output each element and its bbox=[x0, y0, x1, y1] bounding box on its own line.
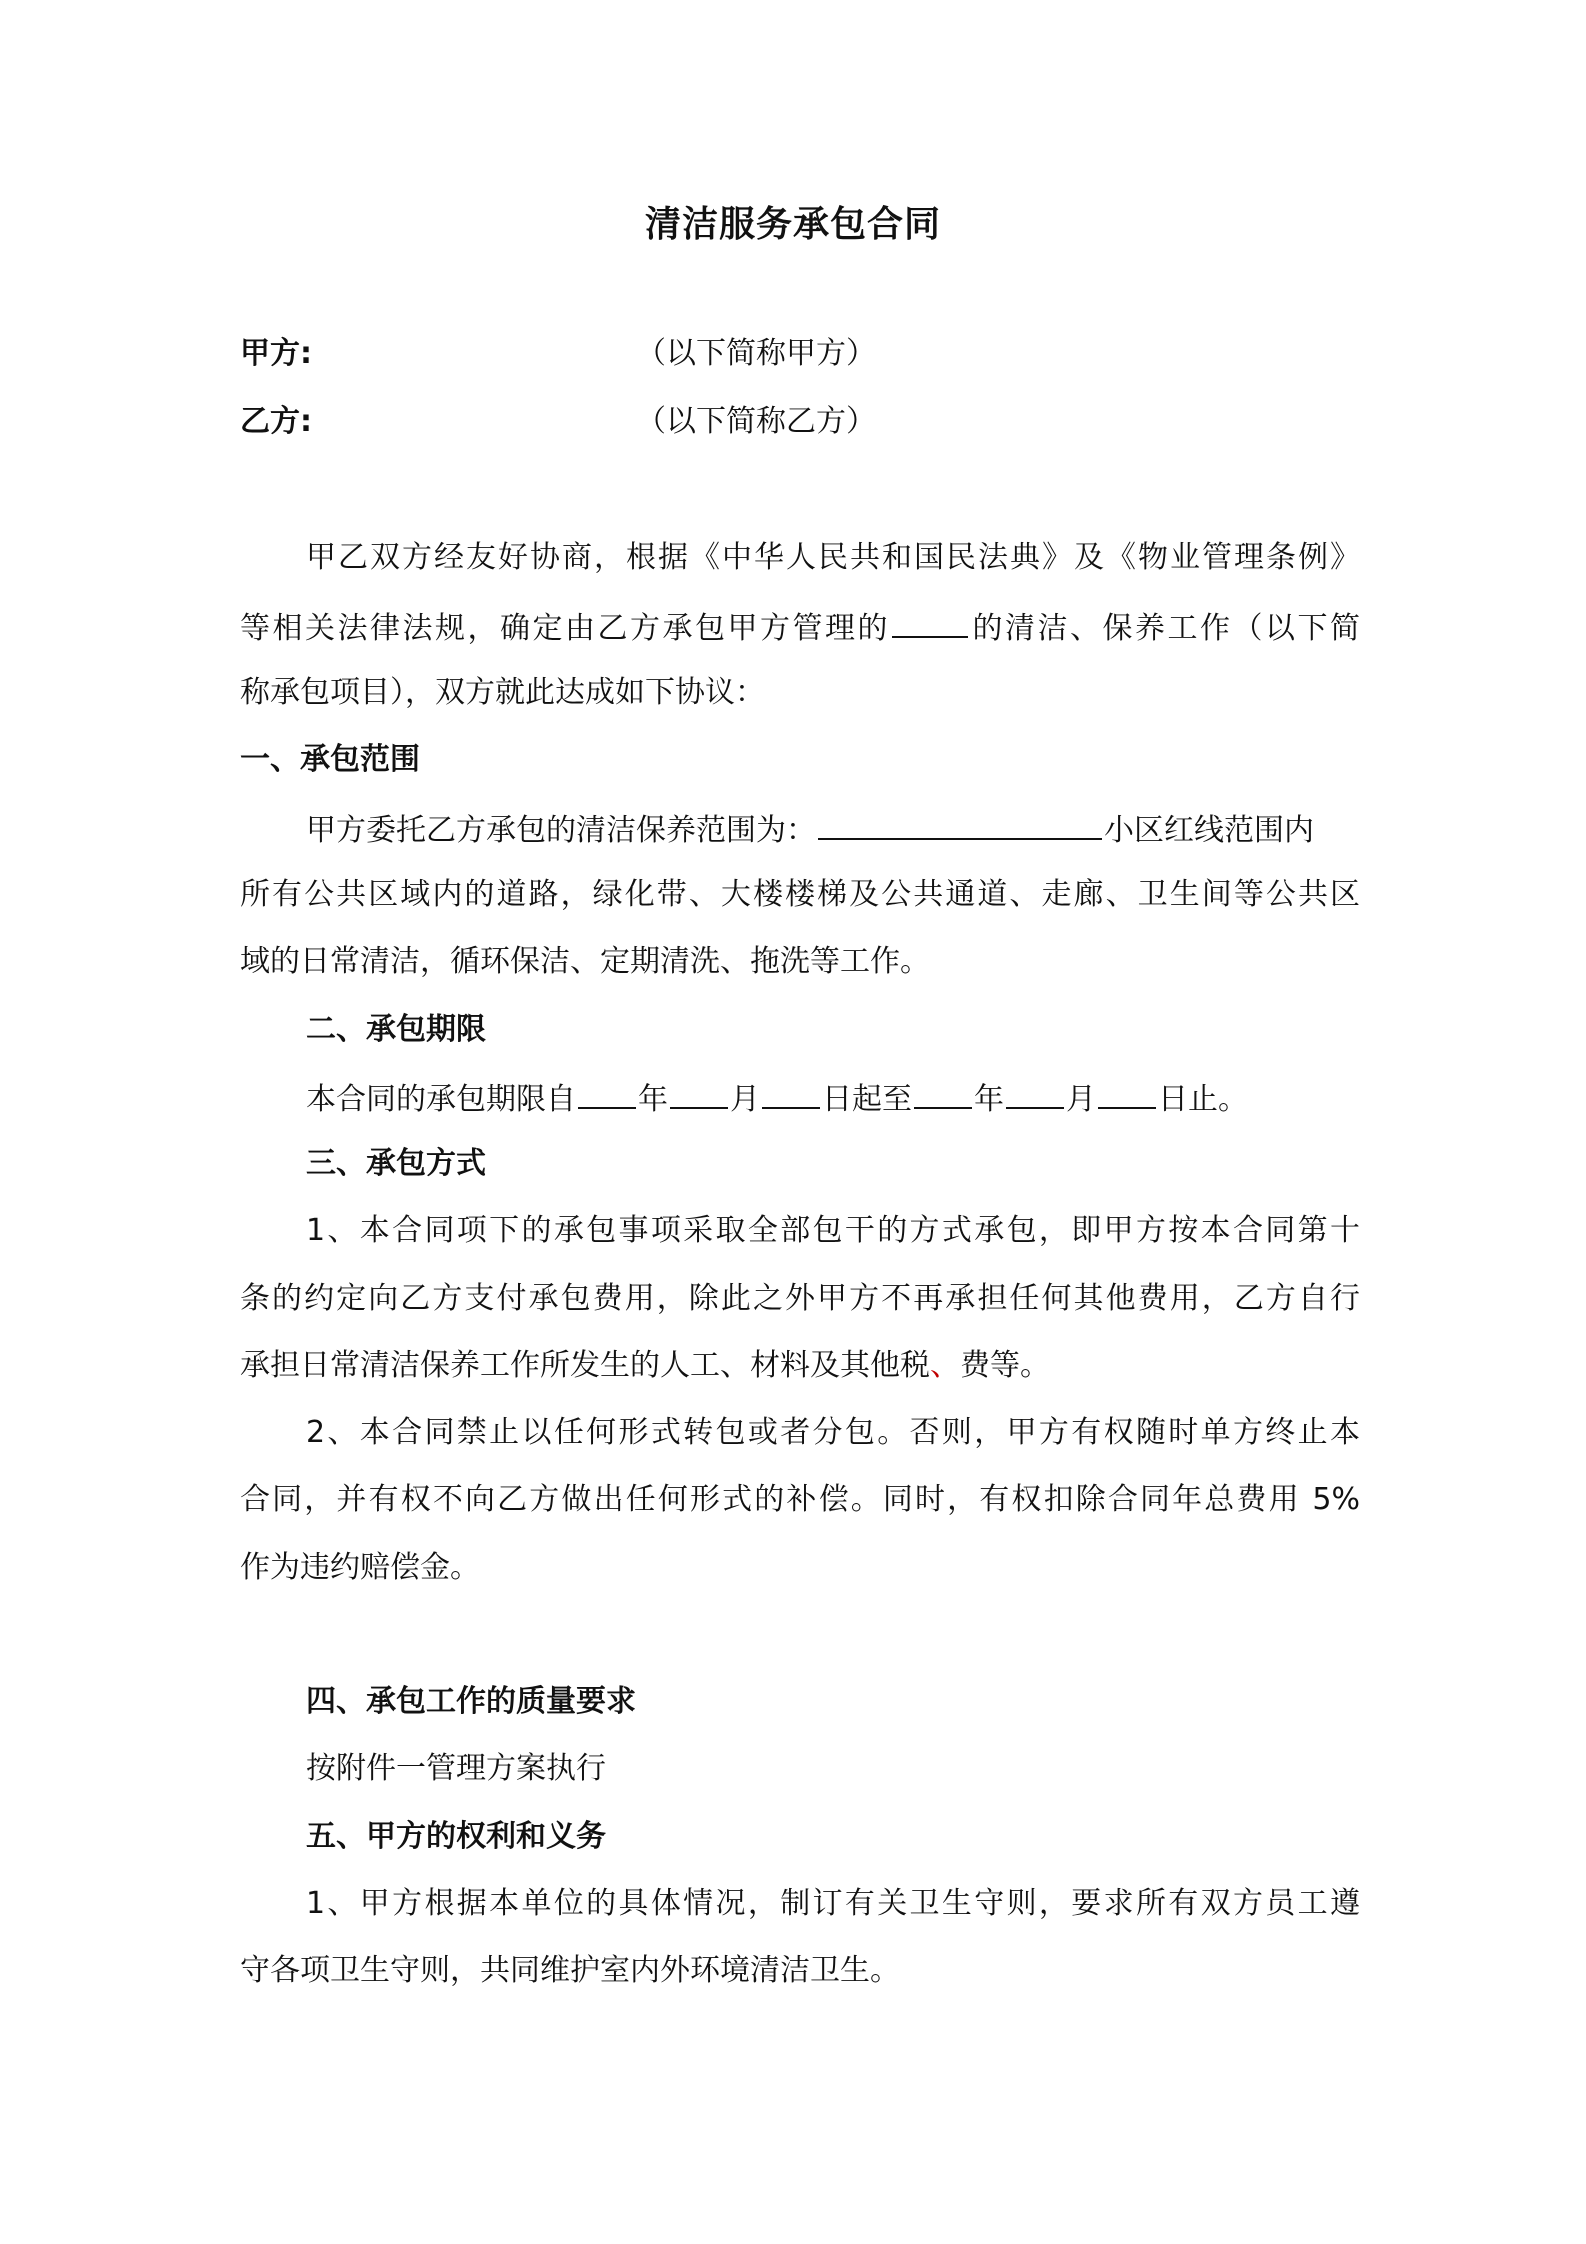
red-punctuation-mark: 、 bbox=[930, 1348, 960, 1383]
section-3-heading: 三、承包方式 bbox=[306, 1146, 486, 1181]
section-3-item-1-line-3-text-b: 费等。 bbox=[960, 1348, 1050, 1383]
term-year-label: 年 bbox=[638, 1082, 668, 1117]
end-day-blank bbox=[1098, 1077, 1156, 1109]
section-3-item-1-line-3 bbox=[240, 1346, 1360, 1386]
scope-blank bbox=[818, 808, 1102, 840]
term-year2-label: 年 bbox=[974, 1082, 1004, 1117]
document-title: 清洁服务承包合同 bbox=[644, 204, 941, 245]
party-a-label: 甲方: bbox=[240, 336, 312, 371]
section-3-item-2-line-2: 合同，并有权不向乙方做出任何形式的补偿。同时，有权扣除合同年总费用 5% bbox=[240, 1482, 1360, 1517]
intro-line-3: 称承包项目），双方就此达成如下协议： bbox=[240, 675, 765, 710]
start-month-blank bbox=[670, 1077, 728, 1109]
section-1-line-1-text-a: 甲方委托乙方承包的清洁保养范围为： bbox=[306, 813, 816, 848]
section-1-heading: 一、承包范围 bbox=[240, 742, 420, 777]
section-3-item-2-line-3: 作为违约赔偿金。 bbox=[240, 1550, 480, 1585]
term-month2-label: 月 bbox=[1066, 1082, 1096, 1117]
section-4-body: 按附件一管理方案执行 bbox=[306, 1751, 606, 1786]
end-month-blank bbox=[1006, 1077, 1064, 1109]
section-1-line-1 bbox=[306, 808, 1360, 851]
term-prefix: 本合同的承包期限自 bbox=[306, 1082, 576, 1117]
section-5-item-1-line-1: 1、甲方根据本单位的具体情况，制订有关卫生守则，要求所有双方员工遵 bbox=[306, 1886, 1360, 1921]
term-month-label: 月 bbox=[730, 1082, 760, 1117]
intro-line-2-text-a: 等相关法律法规，确定由乙方承包甲方管理的 bbox=[240, 611, 890, 646]
section-5-heading: 五、甲方的权利和义务 bbox=[306, 1819, 606, 1854]
project-name-blank bbox=[892, 606, 968, 638]
term-from-label: 日起至 bbox=[822, 1082, 912, 1117]
section-2-term-line bbox=[306, 1077, 1360, 1120]
term-to-label: 日止。 bbox=[1158, 1082, 1248, 1117]
end-year-blank bbox=[914, 1077, 972, 1109]
section-3-item-1-line-1: 1、本合同项下的承包事项采取全部包干的方式承包，即甲方按本合同第十 bbox=[306, 1213, 1360, 1248]
intro-line-2 bbox=[240, 606, 1360, 649]
start-year-blank bbox=[578, 1077, 636, 1109]
section-4-heading: 四、承包工作的质量要求 bbox=[306, 1684, 636, 1719]
party-b-label: 乙方: bbox=[240, 404, 312, 439]
intro-line-1: 甲乙双方经友好协商，根据《中华人民共和国民法典》及《物业管理条例》 bbox=[306, 540, 1360, 575]
section-2-heading: 二、承包期限 bbox=[306, 1012, 486, 1047]
section-3-item-1-line-3-text-a: 承担日常清洁保养工作所发生的人工、材料及其他税 bbox=[240, 1348, 930, 1383]
section-1-line-1-text-b: 小区红线范围内 bbox=[1104, 813, 1314, 848]
section-3-item-2-line-1: 2、本合同禁止以任何形式转包或者分包。否则，甲方有权随时单方终止本 bbox=[306, 1415, 1360, 1450]
start-day-blank bbox=[762, 1077, 820, 1109]
intro-line-2-text-b: 的清洁、保养工作（以下简 bbox=[970, 611, 1360, 646]
section-3-item-1-line-2: 条的约定向乙方支付承包费用，除此之外甲方不再承担任何其他费用，乙方自行 bbox=[240, 1281, 1360, 1316]
section-1-line-3: 域的日常清洁，循环保洁、定期清洗、拖洗等工作。 bbox=[240, 944, 930, 979]
section-1-line-2: 所有公共区域内的道路，绿化带、大楼楼梯及公共通道、走廊、卫生间等公共区 bbox=[240, 877, 1360, 912]
section-5-item-1-line-2: 守各项卫生守则，共同维护室内外环境清洁卫生。 bbox=[240, 1953, 900, 1988]
party-a-note: （以下简称甲方） bbox=[636, 336, 876, 371]
party-b-note: （以下简称乙方） bbox=[636, 404, 876, 439]
